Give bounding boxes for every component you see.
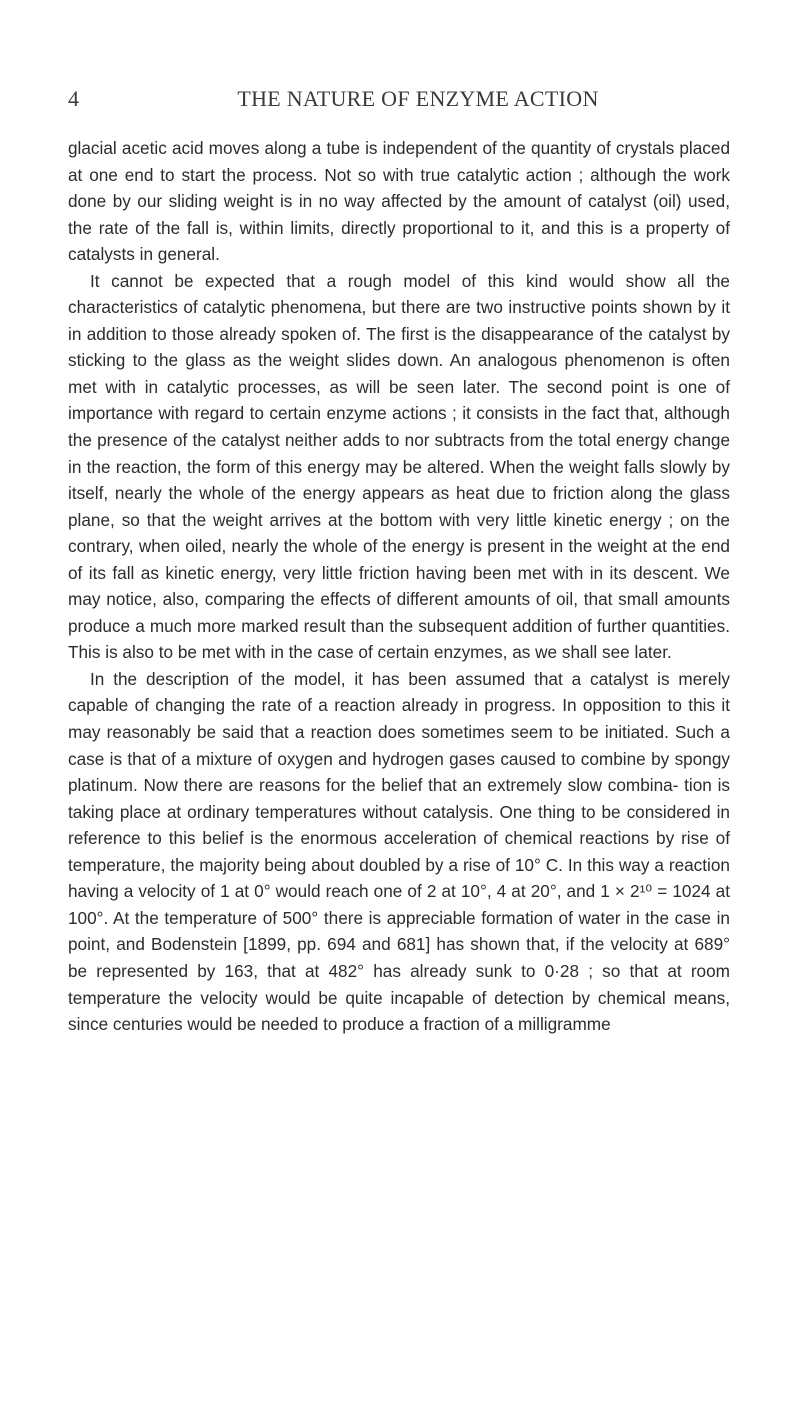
body-text <box>68 135 730 1038</box>
running-head-title: THE NATURE OF ENZYME ACTION <box>237 86 599 111</box>
paragraph-continued: glacial acetic acid moves along a tube is independent of the quantity of crystals placed at one end to start the process. Not so with true catalytic action ; although the work done by our sliding weight is in no way affected by the amount of catalyst (oil) used, the rate of the fall is, within limits, directly proportional to it, and this is a property of catalysts in general. <box>68 138 730 265</box>
paragraph-rough-model: It cannot be expected that a rough model of this kind would show all the characteristics of catalytic phenomena, but there are two instructive points shown by it in addition to those already spoken of. The first is the disappearance of the catalyst by sticking to the glass as the weight slides down. An analogous phenomenon is often met with in catalytic processes, as will be seen later. The second point is one of importance with regard to certain enzyme actions ; it consists in the fact that, although the presence of the catalyst neither adds to nor subtracts from the total energy change in the reaction, the form of this energy may be altered. When the weight falls slowly by itself, nearly the whole of the energy appears as heat due to friction along the glass plane, so that the weight arrives at the bottom with very little kinetic energy ; on the contrary, when oiled, nearly the whole of the energy is present in the weight at the end of its fall as kinetic energy, very little friction having been met with in its descent. We may notice, also, comparing the effects of different amounts of oil, that small amounts produce a much more marked result than the subsequent addition of further quantities. This is also to be met with in the case of certain enzymes, as we shall see later. <box>68 270 730 663</box>
running-head <box>68 86 728 116</box>
page-number: 4 <box>68 86 80 111</box>
paragraph-initiation: In the description of the model, it has been assumed that a catalyst is merely capable of changing the rate of a reaction already in progress. In opposition to this it may reasonably be said that a reaction does sometimes seem to be initiated. Such a case is that of a mixture of oxygen and hydrogen gases caused to combine by spongy platinum. Now there are reasons for the belief that an extremely slow combina- tion is taking place at ordinary temperatures without catalysis. One thing to be considered in reference to this belief is the enormous acceleration of chemical reactions by rise of temperature, the majority being about doubled by a rise of 10° C. In this way a reaction having a velocity of 1 at 0° would reach one of 2 at 10°, 4 at 20°, and 1 × 2¹⁰ = 1024 at 100°. At the temperature of 500° there is appreciable formation of water in the case in point, and Bodenstein [1899, pp. 694 and 681] has shown that, if the velocity at 689° be represented by 163, that at 482° has already sunk to 0·28 ; so that at room temperature the velocity would be quite incapable of detection by chemical means, since centuries would be needed to produce a fraction of a milligramme <box>68 668 730 1035</box>
